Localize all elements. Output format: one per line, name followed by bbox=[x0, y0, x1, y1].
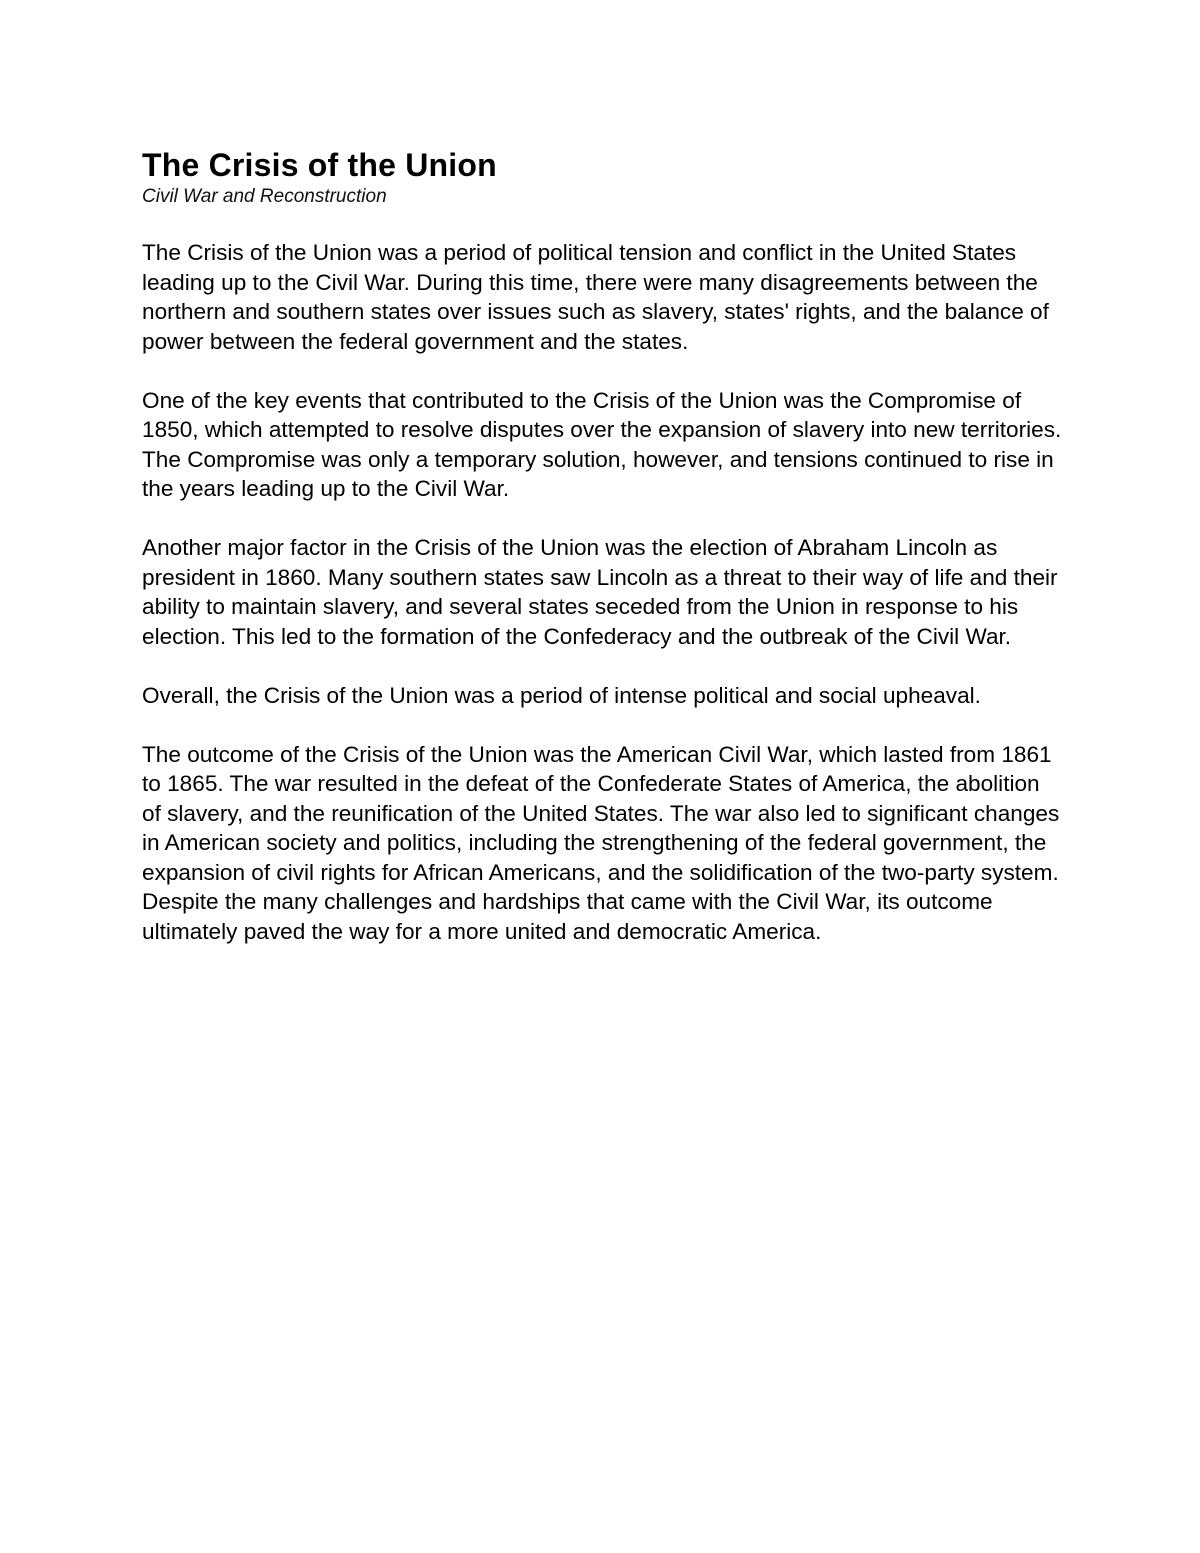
paragraph-lincoln-election: Another major factor in the Crisis of the Union was the election of Abraham Lincoln as president in 1860. Many southern states saw Lincoln as a threat to their way of life and their ability to maintain slavery, and several states seceded from the Union in response to his election. This led to the formation of the Confederacy and the outbreak of the Civil War. bbox=[142, 535, 1058, 649]
document-title: The Crisis of the Union bbox=[142, 147, 497, 183]
paragraph-outcome: The outcome of the Crisis of the Union was the American Civil War, which lasted from 1861 to 1865. The war resulted in the defeat of the Confederate States of America, the abolition of slavery, and the reunification of the United States. The war also led to significant changes in American society and politics, including the strengthening of the federal government, the expansion of civil rights for African Americans, and the solidification of the two-party system. Despite the many challenges and hardships that came with the Civil War, its outcome ultimately paved the way for a more united and democratic America. bbox=[142, 741, 1060, 944]
document-subtitle: Civil War and Reconstruction bbox=[142, 186, 387, 207]
paragraph-overall: Overall, the Crisis of the Union was a period of intense political and social upheaval. bbox=[142, 682, 981, 708]
document-page bbox=[142, 140, 1062, 976]
paragraph-compromise-1850: One of the key events that contributed to the Crisis of the Union was the Compromise of 1850, which attempted to resolve disputes over the expansion of slavery into new territories. The Compromise was only a temporary solution, however, and tensions continued to rise in the years leading up to the Civil War. bbox=[142, 387, 1062, 501]
document-body bbox=[142, 238, 1062, 946]
paragraph-intro: The Crisis of the Union was a period of political tension and conflict in the United States leading up to the Civil War. During this time, there were many disagreements between the northern and southern states over issues such as slavery, states' rights, and the balance of power between the federal government and the states. bbox=[142, 240, 1049, 354]
